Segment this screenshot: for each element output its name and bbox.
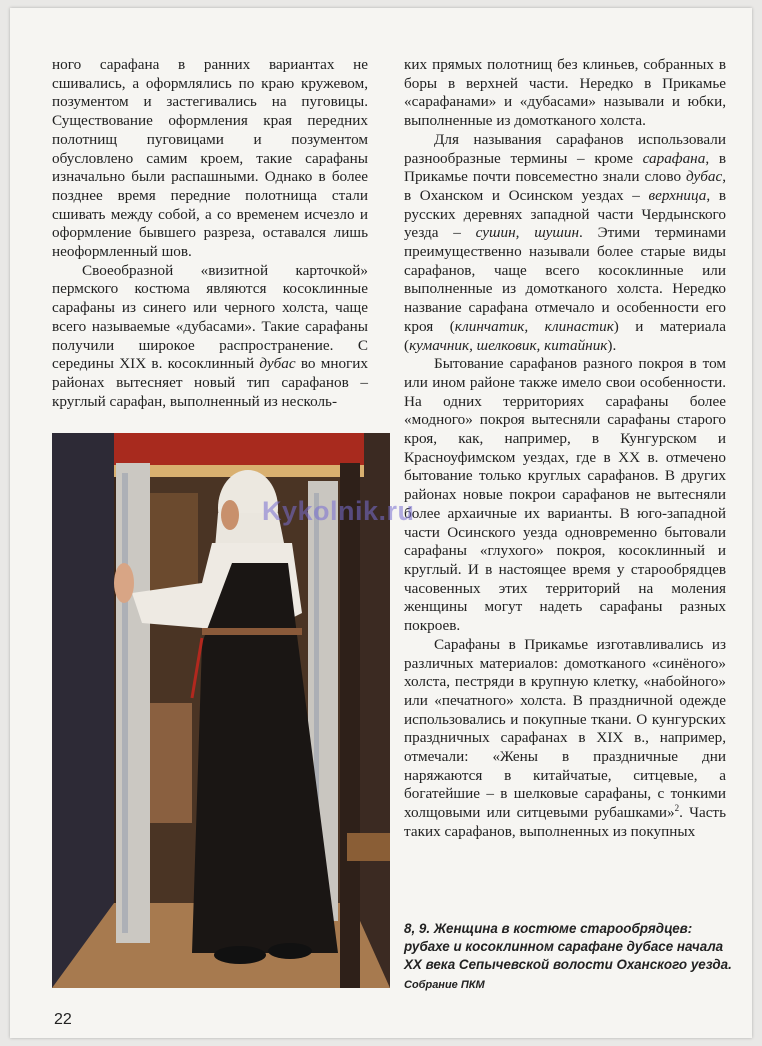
text-span: , в русских деревнях западной части Чердынского уезда – bbox=[404, 186, 726, 242]
text-span: ). bbox=[607, 336, 617, 354]
caption-text: 8, 9. Женщина в костюме старообрядцев: рубахе и косоклинном сарафане дубасе начала XX века Сепычевской волости Оханского уезда. bbox=[404, 921, 732, 973]
paragraph bbox=[52, 262, 368, 412]
text-span: , в Прикамье почти повсеместно знали слово bbox=[404, 149, 726, 186]
left-text-column bbox=[52, 56, 368, 411]
term-italic: кумачник, шелковик, китайник bbox=[409, 336, 608, 354]
right-text-column bbox=[404, 56, 726, 842]
text-span: Для называния сарафанов использовали разнообразные термины – кроме bbox=[404, 130, 726, 167]
text-span: . Часть таких сарафанов, выполненных из покупных bbox=[404, 804, 726, 840]
text-span: во многих районах вытесняет новый тип сарафанов – круглый сарафан, выполненный из несколь- bbox=[52, 355, 368, 410]
page-number: 22 bbox=[54, 1011, 72, 1028]
term-italic: сушин, шушин bbox=[475, 224, 580, 242]
footnote-marker: 2 bbox=[674, 803, 680, 814]
paragraph: ного сарафана в ранних вариантах не сшивались, а оформлялись по краю кружевом, позументом и застегивались на пуговицы. Существование оформления края передних полотнищ пуговицами и позументом обусловлено самим кроем, такие сарафаны изначально были распашными. Однако в более позднее время передние полотнища стали сшивать между собой, а со временем исчезло и оформление бывшего разреза, оставался лишь неоформленный шов. bbox=[52, 56, 368, 261]
term-italic: верхница bbox=[648, 186, 707, 204]
text-span: ) и материала ( bbox=[404, 317, 726, 354]
paragraph: ких прямых полотнищ без клиньев, собранных в боры в верхней части. Нередко в Прикамье «сарафанами» и «дубасами» называли и юбки, выполненные из домотканого холста. bbox=[404, 56, 726, 130]
term-italic: дубас bbox=[259, 355, 296, 373]
paragraph bbox=[404, 636, 726, 842]
caption-source: Собрание ПКМ bbox=[404, 978, 485, 991]
watermark: Kykolnik.ru bbox=[262, 496, 415, 526]
photo-caption bbox=[404, 920, 734, 994]
text-span: Сарафаны в Прикамье изготавливались из различных материалов: домотканого «синёного» холста, пестряди в крупную клетку, «набойного» или «печатного» холста. В праздничной одежде использовались и покупные ткани. О кунгурских праздничных сарафанах в XIX в., например, отмечали: «Жены в праздничные дни наряжаются в китайчатые, ситцевые, а богатейшие – в шелковые сарафаны, с тонкими холщовыми или ситцевыми рубашками» bbox=[404, 635, 726, 822]
text-span: , в Оханском и Осинском уездах – bbox=[404, 168, 726, 204]
term-italic: дубас bbox=[686, 168, 723, 186]
paragraph bbox=[404, 131, 726, 355]
paragraph: Бытование сарафанов разного покроя в том или ином районе также имело свои особенности. На одних территориях сарафаны более «модного» покроя вытесняли сарафаны старого кроя, как, например, в Кунгурском и Красноуфимском уездах, где в XX в. отмечено бытование только круглых сарафанов. В других районах новые покрои сарафанов не вытесняли более архаичные их варианты. В юго-западной части Осинского уезда одновременно бытовали сарафаны «глухого» покроя, косоклинный и круглый. И в настоящее время у старообрядцев часовенных этих территорий на моления женщины могут надеть сарафаны разных покроев. bbox=[404, 355, 726, 635]
text-span: . Этими терминами преимущественно называли более старые виды сарафанов, чаще всего косоклинные или выполненные из домотканого холста. Нередко название сарафана отмечало и особенности его кроя ( bbox=[404, 224, 727, 335]
text-span: Своеобразной «визитной карточкой» пермского костюма являются косоклинные сарафаны из синего или черного холста, чаще всего называемые «дубасами». Такие сарафаны получили широкое распространение. С середины XIX в. косоклинный bbox=[52, 261, 368, 373]
term-italic: сарафана bbox=[642, 149, 706, 167]
term-italic: клинчатик, клинастик bbox=[454, 317, 614, 335]
